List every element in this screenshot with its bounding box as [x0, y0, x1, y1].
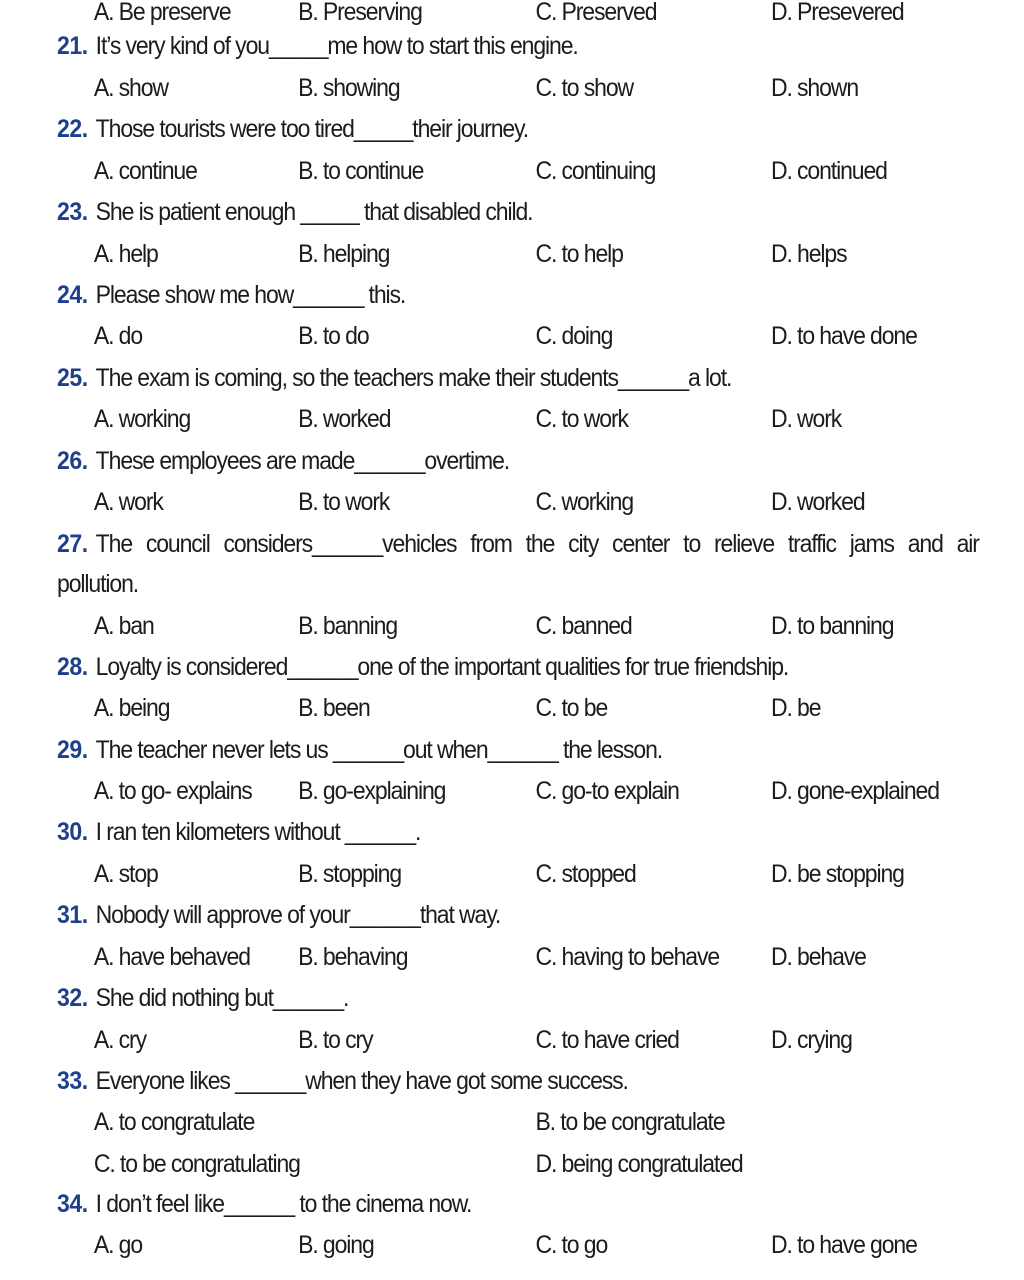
option-a: A. Be preserve	[93, 0, 231, 26]
option-d: D. gone-explained	[770, 777, 939, 805]
option-c: C. having to behave	[535, 943, 720, 971]
question-stem: I ran ten kilometers without ______.	[95, 818, 421, 846]
option-a: A. to congratulate	[93, 1108, 255, 1136]
option-c: C. to have cried	[535, 1026, 679, 1054]
options-29	[0, 771, 942, 811]
options-33-row-2	[0, 1144, 942, 1184]
option-d: D. behave	[770, 943, 866, 971]
question-number: 34.	[57, 1190, 88, 1218]
option-a: A. ban	[93, 612, 154, 640]
question-number: 33.	[57, 1067, 88, 1095]
option-d: D. shown	[770, 74, 859, 102]
question-26	[0, 441, 942, 481]
question-22	[0, 109, 942, 149]
question-29	[0, 730, 942, 770]
option-a: A. stop	[93, 860, 158, 888]
option-a: A. continue	[93, 157, 197, 185]
option-b: B. behaving	[298, 943, 408, 971]
question-32	[0, 978, 942, 1018]
question-stem: She did nothing but______.	[95, 984, 349, 1012]
question-stem: The exam is coming, so the teachers make their students______a lot.	[95, 364, 732, 392]
option-b: B. to be congratulate	[535, 1108, 725, 1136]
option-b: B. stopping	[298, 860, 402, 888]
option-a: A. have behaved	[93, 943, 250, 971]
question-number: 26.	[57, 447, 88, 475]
option-a: A. help	[93, 240, 158, 268]
options-26	[0, 482, 942, 522]
option-b: B. go-explaining	[298, 777, 446, 805]
question-stem: These employees are made______overtime.	[95, 447, 510, 475]
option-b: B. banning	[298, 612, 398, 640]
question-24	[0, 275, 942, 315]
option-b: B. helping	[298, 240, 390, 268]
option-d: D. helps	[770, 240, 847, 268]
options-28	[0, 688, 942, 728]
question-number: 28.	[57, 653, 88, 681]
question-stem: The council considers______vehicles from the city center to relieve traffic jams and air	[95, 530, 979, 558]
option-d: D. to banning	[770, 612, 894, 640]
option-b: B. showing	[298, 74, 400, 102]
option-d: D. being congratulated	[535, 1150, 743, 1178]
option-a: A. working	[93, 405, 191, 433]
question-stem: Those tourists were too tired_____their journey.	[95, 115, 529, 143]
question-stem: Loyalty is considered______one of the important qualities for true friendship.	[95, 653, 789, 681]
question-31	[0, 895, 942, 935]
option-a: A. to go- explains	[93, 777, 252, 805]
option-d: D. Presevered	[770, 0, 904, 26]
option-a: A. go	[93, 1231, 143, 1259]
question-stem: She is patient enough _____ that disabled child.	[95, 198, 533, 226]
question-stem: Nobody will approve of your______that way.	[95, 901, 501, 929]
option-a: A. show	[93, 74, 168, 102]
question-23	[0, 192, 942, 232]
options-31	[0, 937, 942, 977]
option-b: B. to work	[298, 488, 390, 516]
option-c: C. Preserved	[535, 0, 657, 26]
option-d: D. work	[770, 405, 842, 433]
option-b: B. Preserving	[298, 0, 422, 26]
question-stem: I don’t feel like______ to the cinema now.	[95, 1190, 472, 1218]
options-30	[0, 854, 942, 894]
options-32	[0, 1020, 942, 1060]
option-c: C. to go	[535, 1231, 608, 1259]
options-25	[0, 399, 942, 439]
question-28	[0, 647, 942, 687]
option-c: C. doing	[535, 322, 613, 350]
question-stem: The teacher never lets us ______out when______ the lesson.	[95, 736, 663, 764]
question-27-continuation	[0, 564, 942, 604]
option-d: D. worked	[770, 488, 865, 516]
question-34	[0, 1184, 942, 1224]
option-b: B. to continue	[298, 157, 424, 185]
option-a: A. being	[93, 694, 170, 722]
option-d: D. be stopping	[770, 860, 904, 888]
option-b: B. to do	[298, 322, 369, 350]
option-c: C. go-to explain	[535, 777, 679, 805]
question-number: 21.	[57, 32, 88, 60]
question-number: 30.	[57, 818, 88, 846]
option-c: C. banned	[535, 612, 632, 640]
question-21	[0, 26, 942, 66]
question-number: 23.	[57, 198, 88, 226]
question-33	[0, 1061, 942, 1101]
options-27	[0, 606, 942, 646]
options-23	[0, 234, 942, 274]
question-number: 24.	[57, 281, 88, 309]
option-b: B. been	[298, 694, 370, 722]
question-number: 27.	[57, 530, 88, 558]
question-number: 32.	[57, 984, 88, 1012]
option-d: D. to have gone	[770, 1231, 917, 1259]
question-number: 25.	[57, 364, 88, 392]
question-27	[0, 524, 979, 564]
question-number: 22.	[57, 115, 88, 143]
question-stem: Everyone likes ______when they have got some success.	[95, 1067, 628, 1095]
option-d: D. crying	[770, 1026, 852, 1054]
option-a: A. cry	[93, 1026, 147, 1054]
question-number: 29.	[57, 736, 88, 764]
options-24	[0, 316, 942, 356]
option-c: C. to be congratulating	[93, 1150, 300, 1178]
option-a: A. work	[93, 488, 163, 516]
question-stem: It’s very kind of you_____me how to start this engine.	[95, 32, 578, 60]
option-d: D. continued	[770, 157, 887, 185]
option-c: C. to work	[535, 405, 628, 433]
options-21	[0, 68, 942, 108]
options-33-row-1	[0, 1102, 942, 1142]
options-22	[0, 151, 942, 191]
option-c: C. to show	[535, 74, 634, 102]
option-b: B. to cry	[298, 1026, 373, 1054]
option-c: C. to help	[535, 240, 623, 268]
option-b: B. worked	[298, 405, 391, 433]
question-25	[0, 358, 942, 398]
question-30	[0, 812, 942, 852]
question-stem: Please show me how______ this.	[95, 281, 406, 309]
option-c: C. to be	[535, 694, 608, 722]
option-c: C. continuing	[535, 157, 656, 185]
question-number: 31.	[57, 901, 88, 929]
option-b: B. going	[298, 1231, 374, 1259]
option-d: D. be	[770, 694, 821, 722]
question-stem-continuation: pollution.	[57, 570, 139, 598]
option-d: D. to have done	[770, 322, 917, 350]
option-c: C. stopped	[535, 860, 636, 888]
options-34	[0, 1225, 942, 1265]
option-a: A. do	[93, 322, 143, 350]
option-c: C. working	[535, 488, 634, 516]
